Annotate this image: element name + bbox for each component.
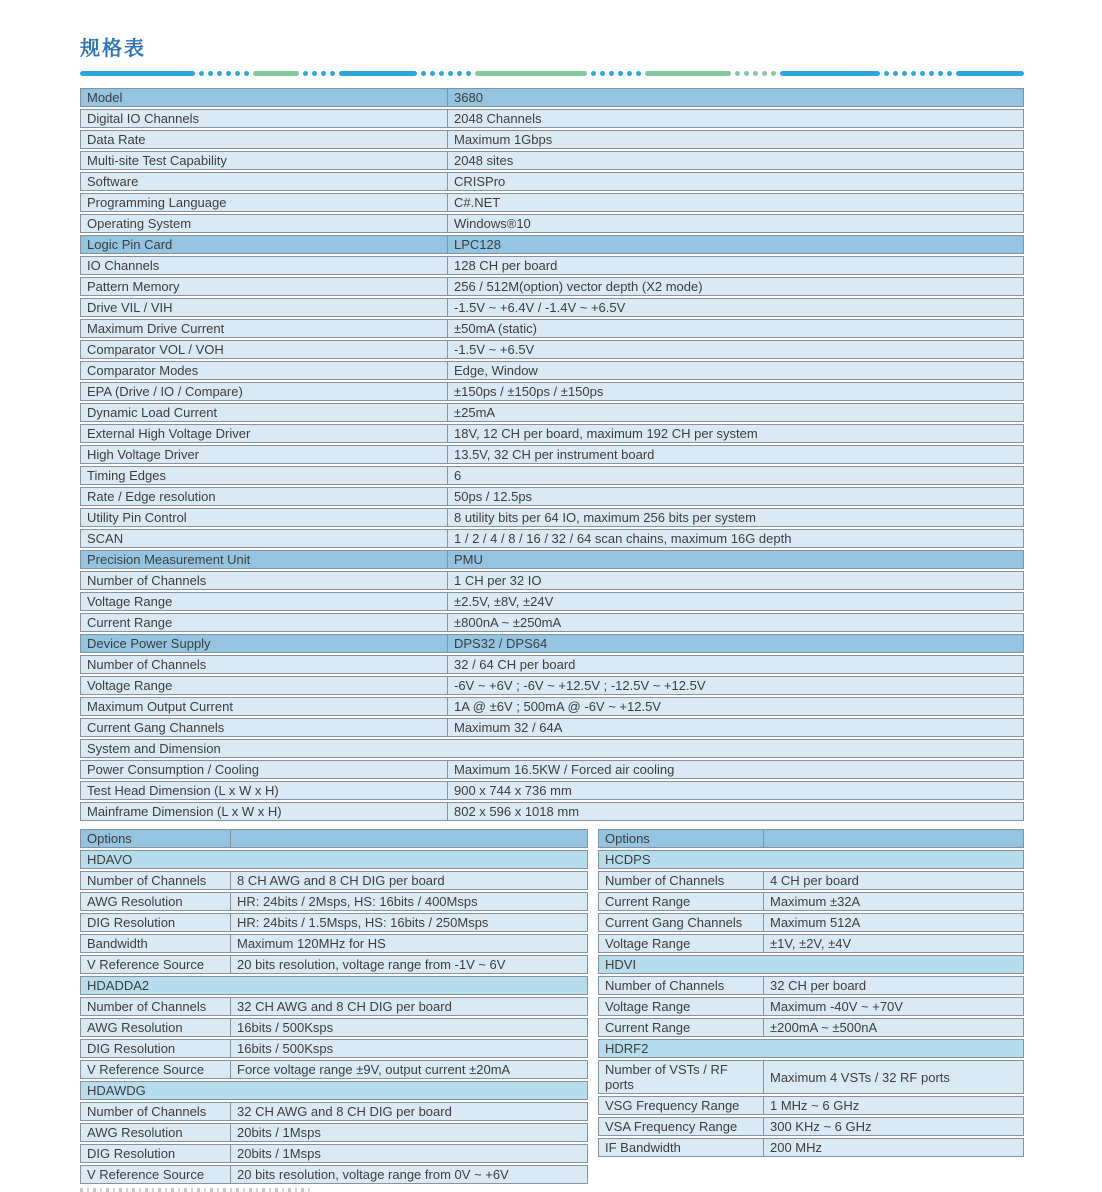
divider-dot <box>920 71 925 76</box>
spec-value: LPC128 <box>454 237 501 252</box>
divider-dash <box>253 71 299 76</box>
spec-row <box>80 871 588 890</box>
spec-value: Force voltage range ±9V, output current ±20mA <box>237 1062 511 1077</box>
spec-row <box>80 193 1024 212</box>
spec-value: 6 <box>454 468 462 483</box>
divider-dot <box>938 71 943 76</box>
section-header-row <box>80 829 588 848</box>
spec-row <box>598 1138 1024 1157</box>
spec-label: High Voltage Driver <box>81 446 448 463</box>
spec-label: Voltage Range <box>81 677 448 694</box>
spec-row <box>80 487 1024 506</box>
divider-dot <box>321 71 326 76</box>
spec-label: AWG Resolution <box>81 893 231 910</box>
section-header-row <box>80 235 1024 254</box>
spec-value: 32 CH AWG and 8 CH DIG per board <box>237 1104 452 1119</box>
divider-dot <box>884 71 889 76</box>
spec-label: Current Gang Channels <box>81 719 448 736</box>
spec-value: ±800nA ~ ±250mA <box>454 615 562 630</box>
spec-label: Comparator VOL / VOH <box>81 341 448 358</box>
spec-value: ±200mA ~ ±500nA <box>770 1020 878 1035</box>
spec-row <box>598 871 1024 890</box>
spec-label: Maximum Output Current <box>81 698 448 715</box>
spec-label: Pattern Memory <box>81 278 448 295</box>
spec-label: SCAN <box>81 530 448 547</box>
spec-row <box>80 1123 588 1142</box>
spec-label: DIG Resolution <box>81 1145 231 1162</box>
spec-label: Multi-site Test Capability <box>81 152 448 169</box>
section-label: HDADDA2 <box>87 978 150 993</box>
spec-label: Voltage Range <box>599 935 764 952</box>
divider-dash <box>80 71 195 76</box>
spec-label: Software <box>81 173 448 190</box>
spec-value: 20bits / 1Msps <box>237 1125 321 1140</box>
spec-label: Dynamic Load Current <box>81 404 448 421</box>
divider-dash <box>645 71 731 76</box>
section-header-row <box>80 850 588 869</box>
divider-dot <box>591 71 596 76</box>
spec-row <box>598 997 1024 1016</box>
divider-dot <box>636 71 641 76</box>
page-title: 规格表 <box>80 36 146 60</box>
spec-value: 18V, 12 CH per board, maximum 192 CH per system <box>454 426 758 441</box>
spec-row <box>80 718 1024 737</box>
spec-row <box>80 1144 588 1163</box>
spec-row <box>80 508 1024 527</box>
divider-dot <box>330 71 335 76</box>
divider-dash <box>956 71 1024 76</box>
options-table-right <box>598 829 1024 1186</box>
spec-value: 20 bits resolution, voltage range from 0V ~ +6V <box>237 1167 509 1182</box>
spec-row <box>80 697 1024 716</box>
spec-label: Maximum Drive Current <box>81 320 448 337</box>
divider-dot <box>199 71 204 76</box>
spec-label: Power Consumption / Cooling <box>81 761 448 778</box>
page-content <box>80 0 1024 1192</box>
divider-dot <box>235 71 240 76</box>
spec-row <box>80 361 1024 380</box>
spec-value: Maximum 120MHz for HS <box>237 936 386 951</box>
spec-value: ±50mA (static) <box>454 321 537 336</box>
spec-row <box>80 529 1024 548</box>
spec-row <box>80 781 1024 800</box>
spec-row <box>80 277 1024 296</box>
divider-dot <box>208 71 213 76</box>
spec-value: 802 x 596 x 1018 mm <box>454 804 580 819</box>
spec-label: Precision Measurement Unit <box>81 551 448 568</box>
spec-value: 2048 Channels <box>454 111 542 126</box>
divider-dot <box>762 71 767 76</box>
decorative-divider <box>80 70 1024 76</box>
spec-row <box>80 445 1024 464</box>
spec-value: 8 CH AWG and 8 CH DIG per board <box>237 873 445 888</box>
spec-label: Operating System <box>81 215 448 232</box>
spec-row <box>598 913 1024 932</box>
cutoff-partial-row <box>80 1188 310 1192</box>
divider-dot <box>439 71 444 76</box>
spec-label: Timing Edges <box>81 467 448 484</box>
spec-row <box>598 1117 1024 1136</box>
divider-dot <box>312 71 317 76</box>
section-header-row <box>80 634 1024 653</box>
spec-row <box>80 130 1024 149</box>
spec-row <box>80 913 588 932</box>
divider-dot <box>609 71 614 76</box>
spec-value: 1 / 2 / 4 / 8 / 16 / 32 / 64 scan chains, maximum 16G depth <box>454 531 792 546</box>
spec-label: Number of Channels <box>599 977 764 994</box>
spec-value: 4 CH per board <box>770 873 859 888</box>
spec-row <box>80 592 1024 611</box>
spec-label: Comparator Modes <box>81 362 448 379</box>
spec-value: ±150ps / ±150ps / ±150ps <box>454 384 604 399</box>
section-label: HDAVO <box>87 852 133 867</box>
spec-value: 32 CH AWG and 8 CH DIG per board <box>237 999 452 1014</box>
spec-value: DPS32 / DPS64 <box>454 636 548 651</box>
spec-value: 128 CH per board <box>454 258 558 273</box>
spec-label: VSA Frequency Range <box>599 1118 764 1135</box>
spec-value: Maximum 4 VSTs / 32 RF ports <box>770 1069 950 1085</box>
section-header-row <box>598 1039 1024 1058</box>
divider-dot <box>244 71 249 76</box>
spec-label: Model <box>81 89 448 106</box>
spec-value: -1.5V ~ +6.4V / -1.4V ~ +6.5V <box>454 300 626 315</box>
spec-row <box>80 466 1024 485</box>
divider-dash <box>339 71 417 76</box>
spec-label: AWG Resolution <box>81 1124 231 1141</box>
divider-dot <box>753 71 758 76</box>
spec-label: Number of VSTs / RF ports <box>599 1061 764 1093</box>
spec-label: Rate / Edge resolution <box>81 488 448 505</box>
spec-value: HR: 24bits / 1.5Msps, HS: 16bits / 250Msps <box>237 915 489 930</box>
spec-label: Current Range <box>81 614 448 631</box>
spec-row <box>80 997 588 1016</box>
divider-dot <box>902 71 907 76</box>
spec-value: ±25mA <box>454 405 496 420</box>
spec-label: Mainframe Dimension (L x W x H) <box>81 803 448 820</box>
spec-label: IO Channels <box>81 257 448 274</box>
spec-value: 300 KHz ~ 6 GHz <box>770 1119 872 1134</box>
spec-row <box>80 802 1024 821</box>
spec-row <box>80 892 588 911</box>
divider-dot <box>421 71 426 76</box>
spec-value: Maximum 1Gbps <box>454 132 553 147</box>
section-label: HDAWDG <box>87 1083 146 1098</box>
divider-dot <box>303 71 308 76</box>
spec-label: Utility Pin Control <box>81 509 448 526</box>
divider-dot <box>430 71 435 76</box>
spec-row <box>80 1018 588 1037</box>
section-header-row <box>598 829 1024 848</box>
spec-value: -6V ~ +6V ; -6V ~ +12.5V ; -12.5V ~ +12.5V <box>454 678 706 693</box>
spec-value: C#.NET <box>454 195 501 210</box>
spec-value: PMU <box>454 552 483 567</box>
section-header-row <box>80 1081 588 1100</box>
spec-row <box>80 256 1024 275</box>
spec-row <box>80 613 1024 632</box>
spec-value: ±2.5V, ±8V, ±24V <box>454 594 554 609</box>
section-header-row <box>80 976 588 995</box>
spec-value <box>231 830 587 847</box>
section-label: HDVI <box>605 957 637 972</box>
options-tables <box>80 829 1024 1186</box>
spec-label: DIG Resolution <box>81 914 231 931</box>
spec-row <box>598 976 1024 995</box>
spec-label: Number of Channels <box>81 656 448 673</box>
spec-row <box>80 955 588 974</box>
spec-row <box>80 934 588 953</box>
section-header-row <box>80 88 1024 107</box>
spec-label: DIG Resolution <box>81 1040 231 1057</box>
divider-dot <box>217 71 222 76</box>
spec-row <box>598 934 1024 953</box>
divider-dot <box>911 71 916 76</box>
divider-dot <box>457 71 462 76</box>
spec-label: Number of Channels <box>81 872 231 889</box>
spec-row <box>80 424 1024 443</box>
spec-value: Maximum 32 / 64A <box>454 720 563 735</box>
spec-row <box>80 382 1024 401</box>
spec-label: Number of Channels <box>599 872 764 889</box>
spec-label: V Reference Source <box>81 1166 231 1183</box>
spec-label: Options <box>81 830 231 847</box>
section-header-row <box>598 850 1024 869</box>
options-table-left <box>80 829 588 1186</box>
spec-label: Bandwidth <box>81 935 231 952</box>
spec-value: Windows®10 <box>454 216 531 231</box>
section-header-row <box>598 955 1024 974</box>
spec-label: Voltage Range <box>599 998 764 1015</box>
spec-value: Maximum 16.5KW / Forced air cooling <box>454 762 675 777</box>
spec-row <box>80 151 1024 170</box>
section-label: HCDPS <box>605 852 651 867</box>
spec-label: IF Bandwidth <box>599 1139 764 1156</box>
spec-row <box>80 760 1024 779</box>
spec-label: Drive VIL / VIH <box>81 299 448 316</box>
spec-row <box>80 172 1024 191</box>
spec-row <box>80 319 1024 338</box>
spec-value: 2048 sites <box>454 153 514 168</box>
spec-row <box>80 340 1024 359</box>
spec-value <box>764 830 1023 847</box>
divider-dot <box>466 71 471 76</box>
spec-label: AWG Resolution <box>81 1019 231 1036</box>
spec-row <box>80 298 1024 317</box>
section-header-row <box>80 739 1024 758</box>
spec-value: 50ps / 12.5ps <box>454 489 533 504</box>
spec-value: 8 utility bits per 64 IO, maximum 256 bits per system <box>454 510 756 525</box>
spec-row <box>80 403 1024 422</box>
spec-label: Current Range <box>599 1019 764 1036</box>
spec-row <box>598 1060 1024 1094</box>
spec-value: 900 x 744 x 736 mm <box>454 783 572 798</box>
spec-value: 20 bits resolution, voltage range from -1V ~ 6V <box>237 957 506 972</box>
spec-value: 16bits / 500Ksps <box>237 1041 334 1056</box>
divider-dot <box>947 71 952 76</box>
main-spec-table <box>80 88 1024 821</box>
spec-value: 3680 <box>454 90 483 105</box>
spec-value: Maximum -40V ~ +70V <box>770 999 903 1014</box>
spec-value: HR: 24bits / 2Msps, HS: 16bits / 400Msps <box>237 894 478 909</box>
spec-row <box>80 1039 588 1058</box>
spec-label: Device Power Supply <box>81 635 448 652</box>
section-label: System and Dimension <box>87 741 221 756</box>
divider-dot <box>771 71 776 76</box>
spec-row <box>80 655 1024 674</box>
spec-label: Data Rate <box>81 131 448 148</box>
section-label: HDRF2 <box>605 1041 649 1056</box>
spec-value: 1 MHz ~ 6 GHz <box>770 1098 860 1113</box>
spec-label: Digital IO Channels <box>81 110 448 127</box>
spec-label: Number of Channels <box>81 572 448 589</box>
spec-label: Voltage Range <box>81 593 448 610</box>
spec-label: V Reference Source <box>81 956 231 973</box>
divider-dash <box>475 71 587 76</box>
spec-row <box>598 892 1024 911</box>
spec-label: Options <box>599 830 764 847</box>
spec-value: Maximum ±32A <box>770 894 861 909</box>
spec-value: -1.5V ~ +6.5V <box>454 342 535 357</box>
divider-dash <box>780 71 880 76</box>
divider-dot <box>226 71 231 76</box>
spec-row <box>80 109 1024 128</box>
divider-dot <box>600 71 605 76</box>
spec-label: Logic Pin Card <box>81 236 448 253</box>
spec-value: Edge, Window <box>454 363 538 378</box>
spec-value: 1 CH per 32 IO <box>454 573 542 588</box>
spec-label: Number of Channels <box>81 1103 231 1120</box>
spec-row <box>80 214 1024 233</box>
divider-dot <box>735 71 740 76</box>
spec-value: 200 MHz <box>770 1140 823 1155</box>
section-header-row <box>80 550 1024 569</box>
spec-value: CRISPro <box>454 174 506 189</box>
spec-row <box>80 571 1024 590</box>
divider-dot <box>448 71 453 76</box>
spec-label: V Reference Source <box>81 1061 231 1078</box>
spec-row <box>80 1060 588 1079</box>
spec-value: Maximum 512A <box>770 915 861 930</box>
divider-dot <box>929 71 934 76</box>
spec-value: 20bits / 1Msps <box>237 1146 321 1161</box>
spec-label: Current Gang Channels <box>599 914 764 931</box>
spec-row <box>80 1102 588 1121</box>
spec-label: Current Range <box>599 893 764 910</box>
spec-value: 256 / 512M(option) vector depth (X2 mode) <box>454 279 703 294</box>
spec-label: Programming Language <box>81 194 448 211</box>
spec-value: 32 CH per board <box>770 978 867 993</box>
spec-label: External High Voltage Driver <box>81 425 448 442</box>
spec-row <box>80 676 1024 695</box>
spec-value: ±1V, ±2V, ±4V <box>770 936 852 951</box>
divider-dot <box>744 71 749 76</box>
spec-value: 16bits / 500Ksps <box>237 1020 334 1035</box>
divider-dot <box>893 71 898 76</box>
spec-value: 1A @ ±6V ; 500mA @ -6V ~ +12.5V <box>454 699 661 714</box>
spec-label: Number of Channels <box>81 998 231 1015</box>
spec-value: 32 / 64 CH per board <box>454 657 576 672</box>
spec-row <box>598 1018 1024 1037</box>
spec-label: VSG Frequency Range <box>599 1097 764 1114</box>
spec-row <box>598 1096 1024 1115</box>
spec-value: 13.5V, 32 CH per instrument board <box>454 447 655 462</box>
spec-label: Test Head Dimension (L x W x H) <box>81 782 448 799</box>
divider-dot <box>618 71 623 76</box>
divider-dot <box>627 71 632 76</box>
spec-row <box>80 1165 588 1184</box>
spec-label: EPA (Drive / IO / Compare) <box>81 383 448 400</box>
